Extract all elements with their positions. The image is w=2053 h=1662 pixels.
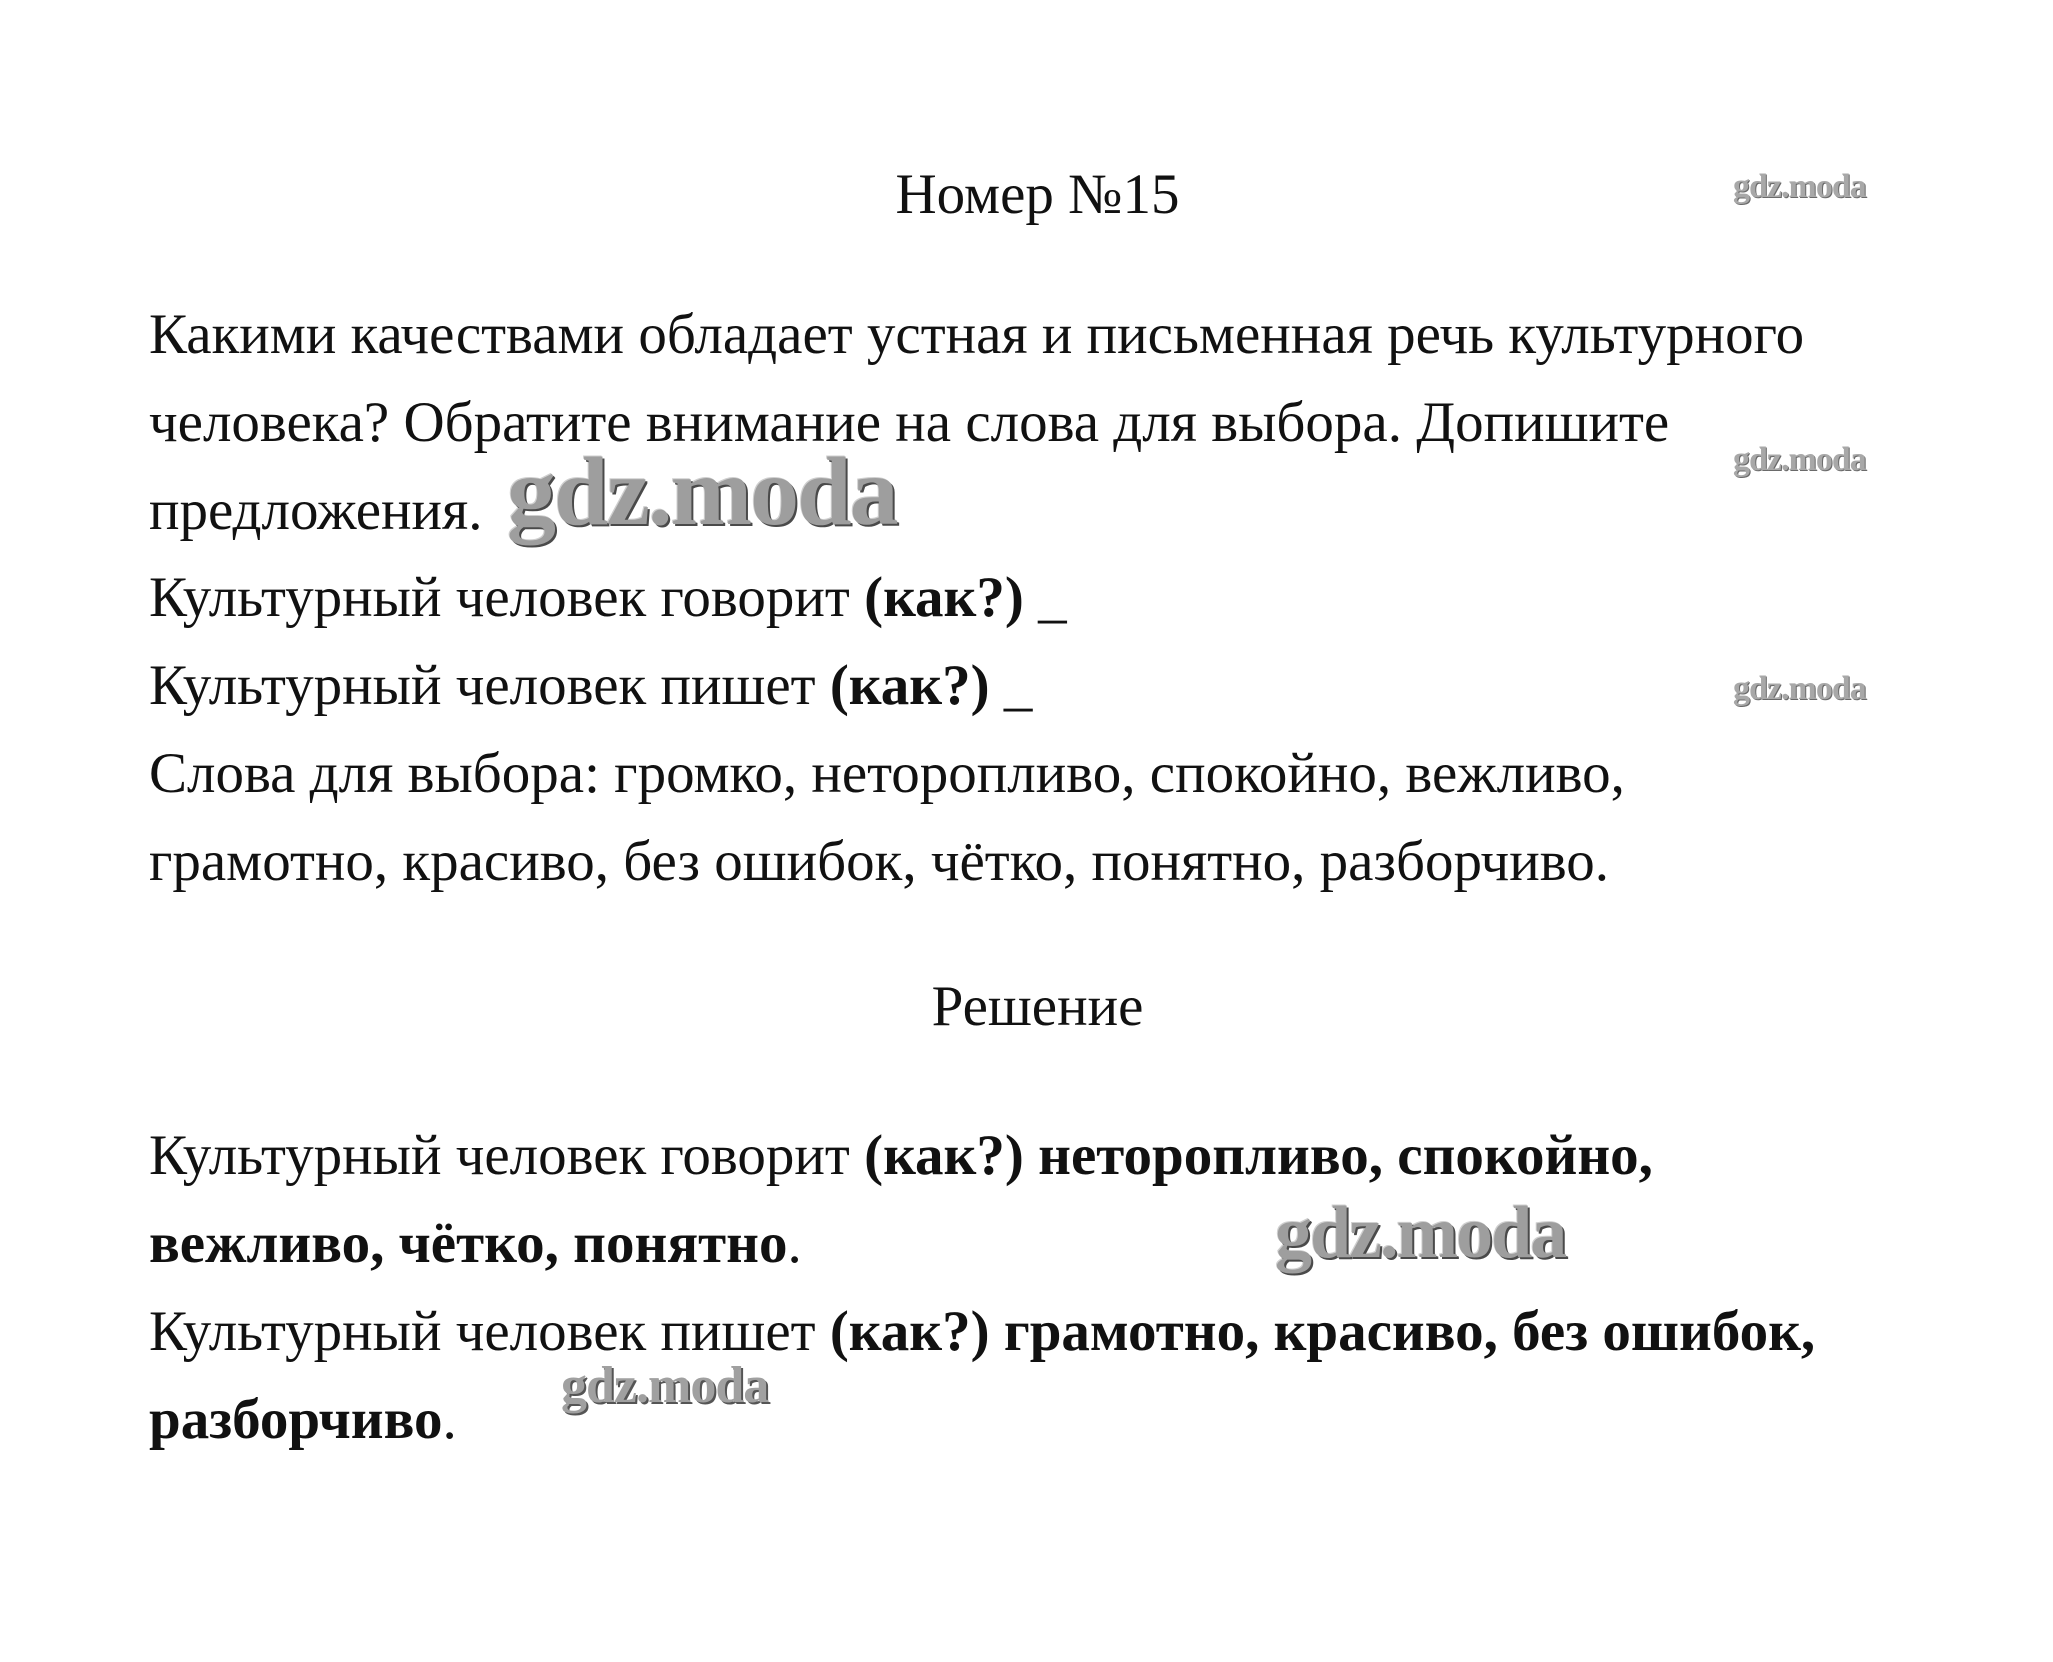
answer-writes-words-cont: разборчиво (149, 1388, 443, 1451)
answer-speaks-period: . (787, 1212, 802, 1275)
word-choices-line-1: Слова для выбора: громко, неторопливо, спокойно, вежливо, (149, 742, 1625, 805)
answer-speaks-words-cont: вежливо, чётко, понятно (149, 1212, 788, 1275)
watermark-logo: gdz.moda (1733, 670, 1866, 707)
task-speaks-question: (как?) (864, 566, 1024, 629)
answer-writes-words: (как?) грамотно, красиво, без ошибок, (829, 1300, 1816, 1363)
question-line-3: предложения. (149, 479, 483, 542)
answer-writes-line-1 (149, 1300, 1816, 1363)
task-speaks (149, 566, 1067, 629)
answer-writes-prefix: Культурный человек пишет (149, 1300, 830, 1363)
answer-writes-line-2 (149, 1388, 457, 1451)
answer-speaks-prefix: Культурный человек говорит (149, 1124, 865, 1187)
solution-heading: Решение (931, 975, 1144, 1038)
task-speaks-blank: _ (1023, 566, 1067, 629)
answer-speaks-line-2 (149, 1212, 802, 1275)
answer-writes-period: . (442, 1388, 457, 1451)
question-line-1: Какими качествами обладает устная и письменная речь культурного (149, 303, 1805, 366)
watermark-logo: gdz.moda (1275, 1192, 1566, 1274)
watermark-logo: gdz.moda (561, 1357, 769, 1414)
task-writes (149, 654, 1033, 717)
answer-speaks-line-1 (149, 1124, 1653, 1187)
watermark-logo: gdz.moda (1733, 441, 1866, 478)
task-writes-blank: _ (989, 654, 1033, 717)
watermark-logo: gdz.moda (507, 438, 897, 546)
task-speaks-prefix: Культурный человек говорит (149, 566, 865, 629)
answer-speaks-words: (как?) неторопливо, спокойно, (864, 1124, 1653, 1187)
word-choices-line-2: грамотно, красиво, без ошибок, чётко, понятно, разборчиво. (149, 830, 1609, 893)
task-writes-question: (как?) (829, 654, 990, 717)
page-title: Номер №15 (895, 163, 1180, 226)
task-writes-prefix: Культурный человек пишет (149, 654, 830, 717)
question-line-2: человека? Обратите внимание на слова для выбора. Допишите (149, 391, 1670, 454)
watermark-logo: gdz.moda (1733, 168, 1866, 205)
